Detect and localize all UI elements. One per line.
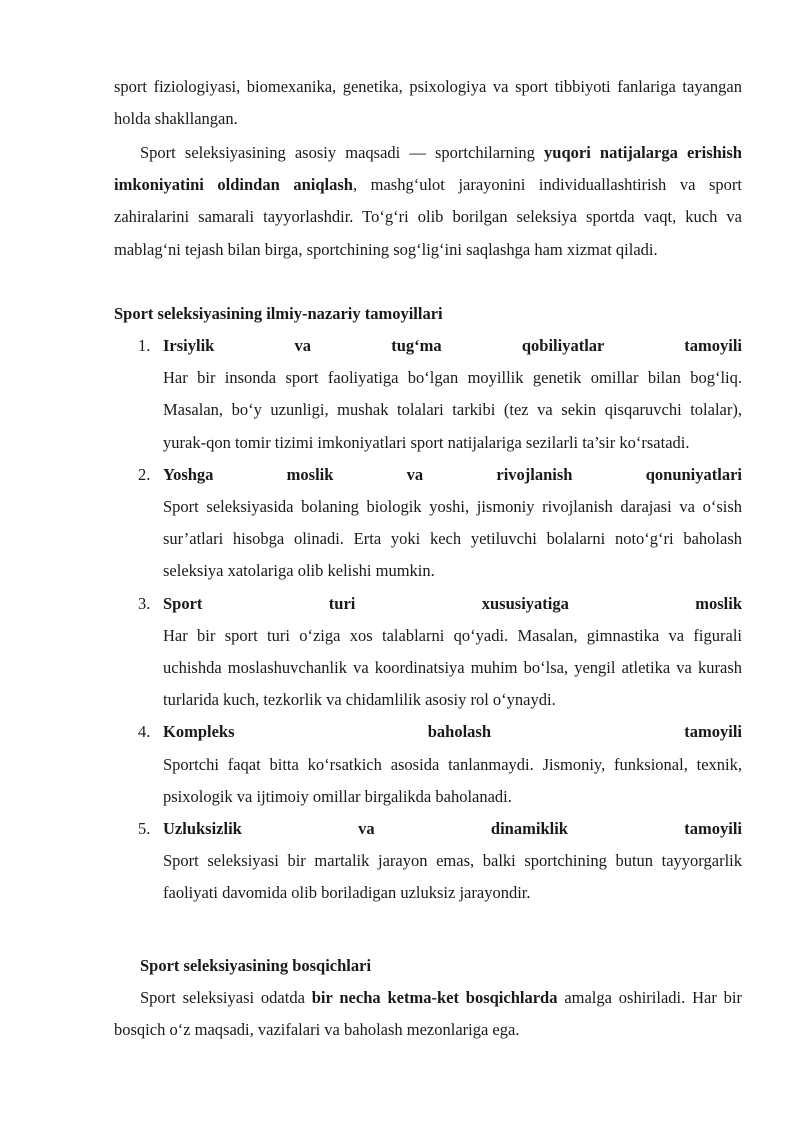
principle-number: 5.	[138, 819, 151, 839]
goal-paragraph	[114, 137, 742, 266]
principle-title: Uzluksizlik va dinamiklik tamoyili	[163, 819, 742, 839]
principle-title: Irsiylik va tug‘ma qobiliyatlar tamoyili	[163, 336, 742, 355]
principle-text: Har bir sport turi o‘ziga xos talablarni qo‘yadi. Masalan, gimnastika va figurali uchishda moslashuvchanlik va koordinatsiya muhim bo‘lsa, yengil atletika va kurash turlarida kuch, tezkorlik va chidamlilik asosiy rol o‘ynaydi.	[163, 625, 742, 710]
principles-heading-text: Sport seleksiyasining ilmiy-nazariy tamoyillari	[114, 304, 443, 323]
principle-number: 2.	[138, 464, 151, 484]
principle-item	[114, 588, 742, 717]
principle-text: Sport seleksiyasida bolaning biologik yoshi, jismoniy rivojlanish darajasi va o‘sish sur’atlari hisobga olinadi. Erta yoki kech yetiluvchi bolalarni noto‘g‘ri baholash seleksiya xatolariga olib kelishi mumkin.	[163, 497, 742, 581]
goal-text-emphasis: yuqori natijalarga erishish imkoniyatini oldindan aniqlash	[114, 143, 742, 195]
intro-continuation-text: sport fiziologiyasi, biomexanika, genetika, psixologiya va sport tibbiyoti fanlariga tayangan holda shakllangan.	[114, 77, 742, 129]
intro-continuation-paragraph	[114, 71, 742, 135]
stages-text-before: Sport seleksiyasi odatda	[140, 988, 312, 1007]
principle-item	[114, 813, 742, 910]
stages-heading	[114, 950, 742, 982]
principle-title: Kompleks baholash tamoyili	[163, 722, 742, 742]
stages-text-after: amalga oshiriladi. Har bir bosqich o‘z maqsadi, vazifalari va baholash mezonlariga ega.	[114, 988, 742, 1040]
principle-title: Sport turi xususiyatiga moslik	[163, 593, 742, 613]
principles-heading	[114, 298, 742, 330]
principle-item	[114, 716, 742, 813]
principle-item	[114, 330, 742, 459]
principle-text: Sportchi faqat bitta ko‘rsatkich asosida tanlanmaydi. Jismoniy, funksional, texnik, psixologik va ijtimoiy omillar birgalikda baholanadi.	[163, 754, 742, 806]
principle-title: Yoshga moslik va rivojlanish qonuniyatlari	[163, 464, 742, 484]
stages-heading-text: Sport seleksiyasining bosqichlari	[140, 956, 372, 975]
goal-text-after: , mashg‘ulot jarayonini individuallashtirish va sport zahiralarini samarali tayyorlashdir. To‘g‘ri olib borilgan seleksiya sportda vaqt, kuch va mablag‘ni tejash bilan birga, sportchining sog‘lig‘ini saqlashga ham xizmat qiladi.	[114, 175, 742, 259]
goal-text-before: Sport seleksiyasining asosiy maqsadi — sportchilarning	[140, 143, 545, 162]
principle-number: 3.	[138, 593, 151, 613]
stages-paragraph	[114, 982, 742, 1046]
principle-text: Sport seleksiyasi bir martalik jarayon emas, balki sportchining butun tayyorgarlik faoliyati davomida olib boriladigan uzluksiz jarayondir.	[163, 851, 742, 903]
principle-number: 4.	[138, 722, 151, 742]
stages-text-emphasis: bir necha ketma-ket bosqichlarda	[311, 988, 558, 1007]
principle-number: 1.	[138, 336, 151, 355]
principles-list	[114, 330, 742, 910]
principle-text: Har bir insonda sport faoliyatiga bo‘lgan moyillik genetik omillar bilan bog‘liq. Masalan, bo‘y uzunligi, mushak tolalari tarkibi (tez va sekin qisqaruvchi tolalar), yurak-qon tomir tizimi imkoniyatlari sport natijalariga sezilarli ta’sir ko‘rsatadi.	[163, 368, 742, 452]
principle-item	[114, 459, 742, 588]
